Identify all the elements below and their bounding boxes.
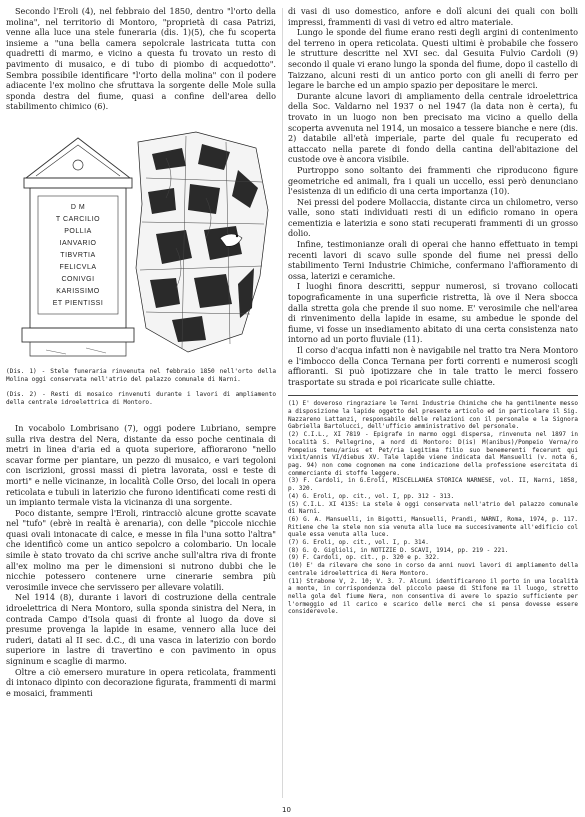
figure-drawings (6, 118, 276, 368)
inscription-line-8: KARISSIMO (56, 287, 100, 295)
body-paragraph: Nei pressi del podere Mollaccia, distante circa un chilometro, verso valle, sono stati individuati resti di un edificio romano in opera cementizia e laterizia e sono stati recuperati frammenti di un grosso dolio. (288, 196, 578, 239)
footnote: (1) E' doveroso ringraziare le Terni Industrie Chimiche che ha gentilmente messo a disposizione la lapide oggetto del presente articolo ed in particolare il Sig. Nazzareno Lattanzi, responsabile delle relazioni con il personale e la Signora Gabriella Bartolucci, dell'ufficio amministrativo del personale. (288, 400, 578, 431)
footnote: (8) G. Q. Giglioli, in NOTIZIE D. SCAVI, 1914, pp. 219 - 221. (288, 546, 509, 554)
column-divider (282, 8, 283, 798)
stele-drawing (22, 138, 134, 356)
footnote: (5) C.I.L. XI 4135: La stele è oggi conservata nell'atrio del palazzo comunale di Narni. (288, 500, 578, 516)
body-paragraph: Lungo le sponde del fiume erano resti degli argini di contenimento del terreno in opera reticolata. Questi ultimi è probabile che fossero le strutture descritte nel XVI sec. dal Gesuita Fulvio Cardoli (9) secondo il quale vi erano lungo la sponda del fiume, dopo il castello di Taizzano, alcuni resti di un antico porto con gli anelli di ferro per legare le barche ed un ampio spazio per depositare le merci. (288, 27, 578, 91)
figure-caption-1: (Dis. 1) - Stele funeraria rinvenuta nel febbraio 1850 nell'orto della Molina oggi conservata nell'atrio del palazzo comunale di Narni. (6, 367, 276, 383)
intro-paragraph: Secondo l'Eroli (4), nel febbraio del 1850, dentro "l'orto della molina", nel territorio di Montoro, "proprietà di casa Patrizi, venne alla luce una stele funeraria (dis. 1)(5), che fu scoperta insieme a "una bella camera sepolcrale lastricata tutta con quadretti di marmo, e vicino a questa fu trovato un resto di pavimento di musaico, e di tubo di piombo di acquedotto". Sembra possibile identificare "l'orto della molina" con il podere adiacente l'ex molino che sfruttava la sorgente delle Mole sulla sponda destra del fiume, quasi a confine dell'area dello stabilimento chimico (6). (6, 6, 276, 112)
footnote: (6) G. A. Mansuelli, in Bigotti, Mansuelli, Prandi, NARNI, Roma, 1974, p. 117. Ritiene che la stele non sia venuta alla luce ma succesivamente all'edificio col quale essa venuta alla luce. (288, 515, 578, 539)
stele-and-mosaic-drawing (6, 118, 276, 368)
footnote: (7) G. Eroli, op. cit., vol. I, p. 314. (288, 539, 429, 547)
body-paragraph: Infine, testimonianze orali di operai che hanno effettuato in tempi recenti lavori di scavo sulle sponde del fiume nei pressi dello stabilimento Terni Industrie Chimiche, confermano l'affioramento di ossa, laterizi e ceramiche. (288, 239, 578, 281)
footnote: (2) C.I.L., XI 7819 - Epigrafe in marmo oggi dispersa, rinvenuta nel 1897 in località S. Pellegrino, a nord di Montoro: D(is) M(anibus)/Pompeio Verna/ro Pompeius tenu/arius et Pet/ria Legitima filio suo benemerenti fecerunt qui vixit/annis VI/diebus XV. Tale lapide viene indicata dal Mansuelli (v. nota 6, pag. 94) non come cognomen ma come indicazione della professione esercitata di commerciante di stoffe leggere. (288, 431, 578, 477)
inscription-line-6: FELICVLA (59, 263, 97, 271)
stele-inscription (53, 204, 104, 307)
body-paragraph: di vasi di uso domestico, anfore e dolî alcuni dei quali con bolli impressi, frammenti di vasi di vetro ed altro materiale. (288, 6, 578, 27)
body-paragraph: Il corso d'acqua infatti non è navigabile nel tratto tra Nera Montoro e l'imbocco della Conca Ternana per forti correnti e numerosi scogli affioranti. Si può ipotizzare che in tale tratto le merci fossero trasportate su strada e poi ricaricate sulle chiatte. (288, 345, 578, 387)
inscription-line-3: POLLIA (64, 227, 92, 235)
footnote: (10) E' da rilevare che sono in corso da anni nuovi lavori di ampliamento della centrale idroelettrica di Nera Montoro. (288, 562, 578, 577)
right-column (288, 6, 578, 616)
figure-caption-2: (Dis. 2) - Resti di mosaico rinvenuti durante i lavori di ampliamento della centrale idroelettrica di Montoro. (6, 390, 276, 406)
footnote: (4) G. Eroli, op. cit., vol. I, pp. 312 - 313. (288, 492, 455, 500)
body-paragraph: Durante alcune lavori di ampliamento della centrale idroelettrica della Soc. Valdarno nel 1937 o nel 1947 (la data non è certa), fu trovato in un luogo non ben precisato ma vicino a quello della scoperta avvenuta nel 1914, un mosaico a tessere bianche e nere (dis. 2) databile all'età imperiale, parte del quale fu recuperato ed attaccato nella parete di fondo della cantina dell'abitazione del custode ove è ancora visibile. (288, 90, 578, 165)
body-paragraph: Oltre a ciò emersero murature in opera reticolata, frammenti di intonaco dipinto con decorazione figurata, frammenti di marmi e mosaici, frammenti (6, 666, 276, 698)
inscription-line-2: T CARCILIO (55, 215, 101, 223)
inscription-line-7: CONIVGI (61, 275, 95, 283)
footnotes (288, 395, 578, 616)
body-paragraph: Poco distante, sempre l'Eroli, rintracciò alcune grotte scavate nel "tufo" (ebrè in realtà è arenaria), con delle "piccole nicchie quasi ovali intonacate di calce, e messe in fila l'una sotto l'altra" che identificò come un antico sepolcro a colombario. Un locale simile è stato trovato da chi scrive anche sull'altra riva di fronte all'ex molino ma per le dimensioni si nutrono dubbi che le nicchie potessero contenere urne cinerarie sembra più verosimile invece che servissero per allevare volatili. (6, 507, 276, 592)
mosaic-drawing (136, 132, 268, 352)
inscription-line-1: D M (70, 203, 86, 211)
page-number: 10 (282, 806, 291, 814)
body-paragraph: Nel 1914 (8), durante i lavori di costruzione della centrale idroelettrica di Nera Montoro, sulla sponda sinistra del Nera, in contrada Campo d'Isola quasi di fronte al luogo da dove si presume provenga la lapide in esame, vennero alla luce dei ruderi, datati al II sec. d.C., di una vasca in laterizio con bordo superiore in lastre di travertino e con pavimento in opus signinum e scaglie di marmo. (6, 592, 276, 666)
inscription-line-5: TIBVRTIA (60, 251, 96, 259)
footnote: (3) F. Cardoli, in G.Eroli, MISCELLANEA STORICA NARNESE, vol. II, Narni, 1858, p. 320. (288, 477, 578, 493)
left-column (6, 6, 276, 698)
footnote: (9) F. Cardoli, op. cit., p. 320 e p. 322. (288, 554, 440, 562)
body-paragraph: In vocabolo Lombrisano (7), oggi podere Lubriano, sempre sulla riva destra del Nera, distante da esso poche centinaia di metri in linea d'aria ed a quota superiore, affiorarono "nello scavar forme per piantare, un pezzo di musaico, e vari tegoloni con iscrizioni, grossi massi di pietra lavorata, ossi e teste di morti" e nelle vicinanze, in località Colle Orso, dei locali in opera reticolata e tubuli in laterizio che furono identificati come resti di un impianto termale vista la vicinanza di una sorgente. (6, 422, 276, 508)
inscription-line-4: IANVARIO (59, 239, 97, 247)
inscription-line-9: ET PIENTISSI (52, 299, 104, 307)
body-paragraph: I luoghi finora descritti, seppur numerosi, si trovano collocati topograficamente in una superficie ristretta, là ove il Nera sbocca dalla stretta gola che prende il suo nome. E' verosimile che nell'area di rinvenimento della lapide in esame, su ambedue le sponde del fiume, vi fosse un insediamento abitato di una certa consistenza nato intorno ad un porto fluviale (11). (288, 281, 578, 345)
body-paragraph: Purtroppo sono soltanto dei frammenti che riproducono figure geometriche ed animali, fra i quali un uccello, essi però denunciano l'esistenza di un edificio di una certa importanza (10). (288, 164, 578, 197)
footnote: (11) Strabone V, 2. 10; V. 3. 7. Alcuni identificarono il porto in una località a monte, in corrispondenza del piccolo paese di Stifone ma il luogo, stretto nella gola del fiume Nera, non consentiva di avere lo spazio sufficiente per l'ormeggio ed il carico e scarico delle merci che si pensa dovesse essere considerevole. (288, 577, 578, 616)
